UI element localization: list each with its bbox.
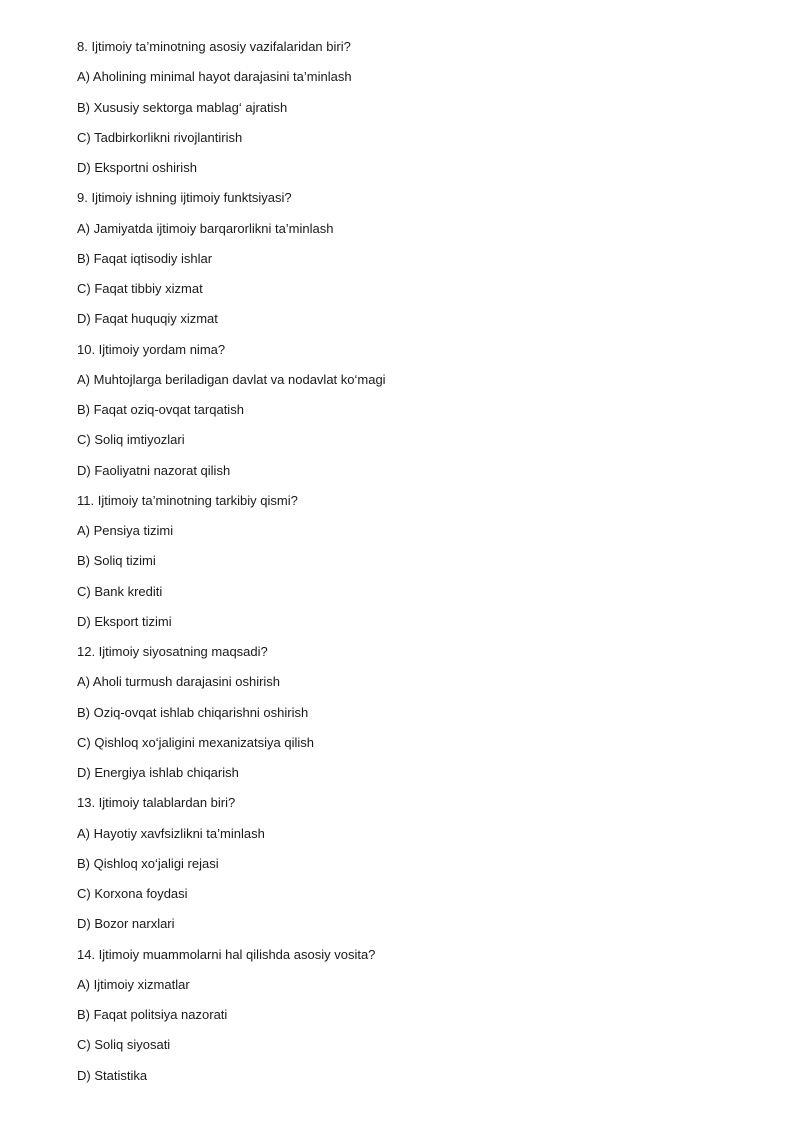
question-list <box>77 36 737 1095</box>
answer-option: A) Ijtimoiy xizmatlar <box>77 976 190 992</box>
answer-option: D) Eksportni oshirish <box>77 160 197 175</box>
answer-option: C) Qishloq xo‘jaligini mexanizatsiya qilish <box>77 734 314 750</box>
answer-option: B) Faqat politsiya nazorati <box>77 1007 228 1022</box>
answer-option: C) Korxona foydasi <box>77 886 188 901</box>
answer-option: D) Statistika <box>77 1067 148 1083</box>
question-text: 12. Ijtimoiy siyosatning maqsadi? <box>77 644 268 659</box>
answer-option: B) Faqat oziq-ovqat tarqatish <box>77 402 244 417</box>
answer-option: C) Bank krediti <box>77 583 163 599</box>
answer-option: A) Hayotiy xavfsizlikni ta’minlash <box>77 825 265 841</box>
answer-option: D) Bozor narxlari <box>77 916 175 932</box>
question-text: 8. Ijtimoiy ta’minotning asosiy vazifalaridan biri? <box>77 39 351 54</box>
question-text: 11. Ijtimoiy ta’minotning tarkibiy qismi? <box>77 492 298 508</box>
answer-option: A) Muhtojlarga beriladigan davlat va nodavlat ko‘magi <box>77 371 386 387</box>
answer-option: C) Soliq siyosati <box>77 1037 171 1053</box>
question-text: 9. Ijtimoiy ishning ijtimoiy funktsiyasi? <box>77 190 292 206</box>
answer-option: D) Faqat huquqiy xizmat <box>77 311 218 327</box>
answer-option: B) Qishloq xo‘jaligi rejasi <box>77 855 219 871</box>
answer-option: C) Tadbirkorlikni rivojlantirish <box>77 129 243 145</box>
answer-option: C) Faqat tibbiy xizmat <box>77 281 203 296</box>
answer-option: A) Aholi turmush darajasini oshirish <box>77 674 281 690</box>
answer-option: A) Pensiya tizimi <box>77 523 174 538</box>
answer-option: B) Xususiy sektorga mablag‘ ajratish <box>77 99 288 115</box>
answer-option: D) Eksport tizimi <box>77 613 172 629</box>
answer-option: B) Oziq-ovqat ishlab chiqarishni oshirish <box>77 704 309 720</box>
answer-option: D) Energiya ishlab chiqarish <box>77 765 239 780</box>
answer-option: A) Jamiyatda ijtimoiy barqarorlikni ta’minlash <box>77 220 334 236</box>
question-text: 10. Ijtimoiy yordam nima? <box>77 341 226 357</box>
question-text: 14. Ijtimoiy muammolarni hal qilishda asosiy vosita? <box>77 946 376 962</box>
answer-option: B) Faqat iqtisodiy ishlar <box>77 250 213 266</box>
question-text: 13. Ijtimoiy talablardan biri? <box>77 795 236 811</box>
answer-option: D) Faoliyatni nazorat qilish <box>77 462 231 478</box>
answer-option: B) Soliq tizimi <box>77 553 156 569</box>
answer-option: A) Aholining minimal hayot darajasini ta’minlash <box>77 69 352 85</box>
answer-option: C) Soliq imtiyozlari <box>77 432 185 448</box>
